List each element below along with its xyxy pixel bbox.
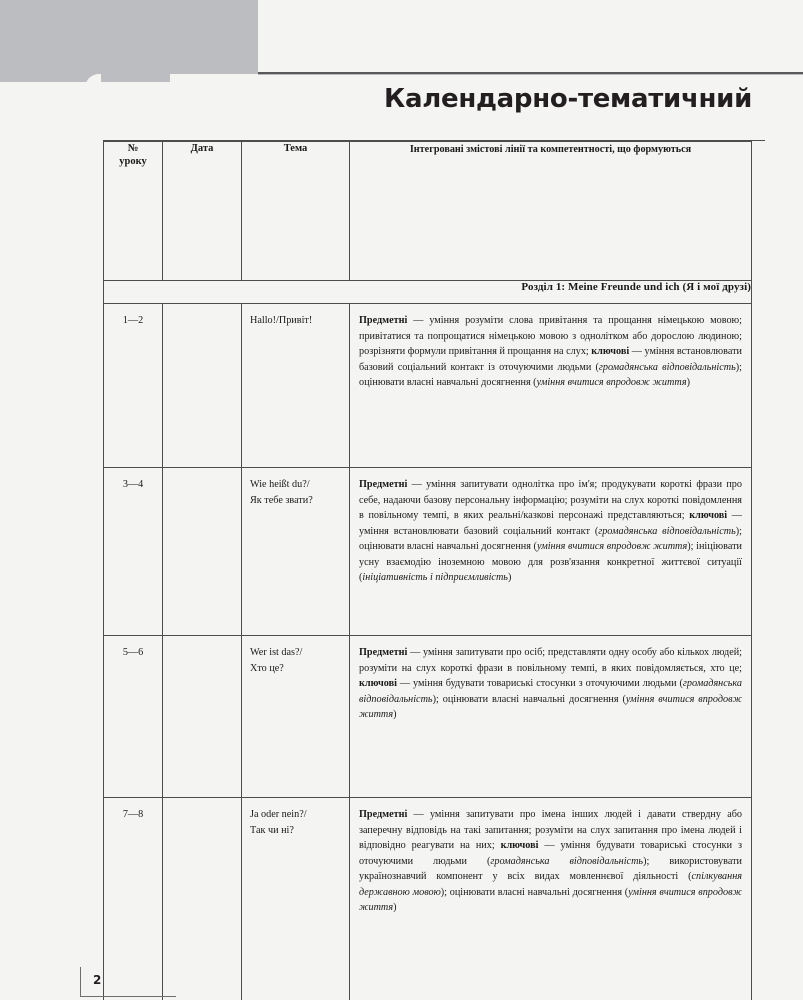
competence-lead-subject: Предметні (359, 809, 408, 820)
competence-text-3: ); оцінювати власні навчальні досягнення ( (359, 361, 742, 388)
header-gray-tab (0, 74, 170, 82)
header-cell-competences: Інтегровані змістові лінії та компетентності, що формуються (350, 142, 752, 281)
topic-line2: Так чи ні? (250, 824, 294, 836)
competence-italic-3: уміння вчитися впродовж життя (359, 886, 742, 913)
competence-text-5: ) (393, 902, 397, 913)
page-title: Календарно-тематичний (384, 84, 752, 114)
cell-lesson-number: 1—2 (104, 304, 163, 468)
competence-text-3: ); оцінювати власні навчальні досягнення ( (359, 525, 742, 552)
topic-line2: Як тебе звати? (250, 494, 313, 506)
competence-italic-3: ініціативність і підприємливість (362, 572, 508, 583)
competence-text-2: — уміння встановлювати базовий соціальний контакт ( (359, 510, 742, 537)
competence-lead-key: ключові (591, 346, 630, 357)
table-row (104, 468, 752, 636)
competence-text-1: — уміння запитувати про осіб; представляти одну особу або кількох людей; розуміти на слух короткі фрази в повільному темпі, в яких повідомляється, хто це; (359, 647, 742, 674)
cell-topic: Hallo!/Привіт! (242, 304, 350, 468)
competence-lead-key: ключові (689, 510, 728, 521)
topic-line2: Хто це? (250, 662, 284, 674)
competence-italic-2: спілкування державною мовою (359, 871, 742, 898)
topic-line1: Wer ist das?/ (250, 647, 303, 658)
competence-text-1: — уміння запитувати однолітка про ім'я; продукувати короткі фрази про себе, надаючи базову персональну інформацію; розуміти на слух короткі повідомлення в повільному темпі, в яких реальні/казкові персонажі представляються; (359, 479, 742, 521)
competence-italic-1: громадянська відповідальність (359, 678, 742, 705)
competence-italic-2: уміння вчитися впродовж життя (536, 377, 687, 388)
cell-competences (350, 468, 752, 636)
cell-date[interactable] (163, 304, 242, 468)
competence-text-4: ); оцінювати власні навчальні досягнення ( (440, 886, 629, 898)
competence-text-5: ) (507, 572, 512, 583)
competence-lead-key: ключові (359, 678, 397, 689)
footer-vertical-rule (80, 967, 81, 997)
competence-text-4: ); ініціювати усну взаємодію іноземною мовою для розв'язання конкретної життєвої ситуації ( (359, 541, 742, 583)
calendar-plan-table (103, 141, 752, 1000)
cell-topic (242, 636, 350, 798)
cell-topic (242, 798, 350, 1000)
cell-date[interactable] (163, 798, 242, 1000)
table-row (104, 798, 752, 1000)
competence-lead-subject: Предметні (359, 647, 408, 658)
header-horizontal-rule-shadow (258, 74, 803, 75)
competence-italic-1: громадянська відповідальність (598, 525, 736, 537)
competence-italic-1: громадянська відповідальність (598, 361, 736, 373)
header-cell-lesson-number (104, 142, 163, 281)
competence-text-3: ); використовувати українознавчий компонент у всіх видах мовленнєвої діяльності ( (359, 855, 742, 882)
competence-lead-subject: Предметні (359, 479, 408, 490)
footer-horizontal-rule (80, 996, 176, 997)
cell-competences (350, 636, 752, 798)
table-row (104, 636, 752, 798)
header-lesson-number-line1: № (127, 143, 139, 154)
competence-italic-2: уміння вчитися впродовж життя (359, 693, 742, 720)
cell-lesson-number: 3—4 (104, 468, 163, 636)
cell-lesson-number: 5—6 (104, 636, 163, 798)
competence-italic-1: громадянська відповідальність (490, 855, 644, 867)
competence-text-2: — уміння будувати товариські стосунки з оточуючими людьми ( (396, 678, 683, 689)
topic-line1: Ja oder nein?/ (250, 809, 307, 820)
header-cell-topic: Тема (242, 142, 350, 281)
competence-text-4: ) (393, 709, 397, 720)
cell-competences (350, 798, 752, 1000)
competence-text-4: ) (686, 377, 691, 388)
competence-text-3: ); оцінювати власні навчальні досягнення ( (432, 693, 626, 705)
competence-text-1: — уміння запитувати про імена інших людей і давати ствердну або заперечну відповідь на такі запитання; розуміти на слух запитання про імена людей і відповідно реагувати на них; (359, 809, 742, 851)
cell-competences (350, 304, 752, 468)
header-gray-block (0, 0, 258, 74)
competence-text-2: — уміння будувати товариські стосунки з оточуючими людьми ( (359, 840, 742, 867)
cell-topic (242, 468, 350, 636)
cell-date[interactable] (163, 636, 242, 798)
table-header-row (104, 142, 752, 281)
competence-text-1: — уміння розуміти слова привітання та прощання німецькою мовою; привітатися та попрощатися німецькою мовою з однолітком або дорослою людиною; розрізняти формули привітання й прощання на слух; (359, 315, 742, 357)
table-row (104, 304, 752, 468)
cell-lesson-number: 7—8 (104, 798, 163, 1000)
competence-lead-key: ключові (500, 840, 539, 851)
topic-line1: Wie heißt du?/ (250, 479, 310, 490)
header-lesson-number-line2: уроку (119, 156, 147, 168)
section-banner-row (104, 281, 752, 304)
cell-date[interactable] (163, 468, 242, 636)
calendar-plan-table-wrapper (103, 140, 765, 1000)
section-banner-label: Розділ 1: Meine Freunde und ich (Я і мої друзі) (104, 281, 752, 304)
competence-text-2: — уміння встановлювати базовий соціальний контакт із оточуючими людьми ( (359, 346, 742, 373)
competence-lead-subject: Предметні (359, 315, 408, 326)
page-number: 2 (93, 973, 102, 987)
competence-italic-2: уміння вчитися впродовж життя (536, 541, 688, 552)
header-cell-date: Дата (163, 142, 242, 281)
